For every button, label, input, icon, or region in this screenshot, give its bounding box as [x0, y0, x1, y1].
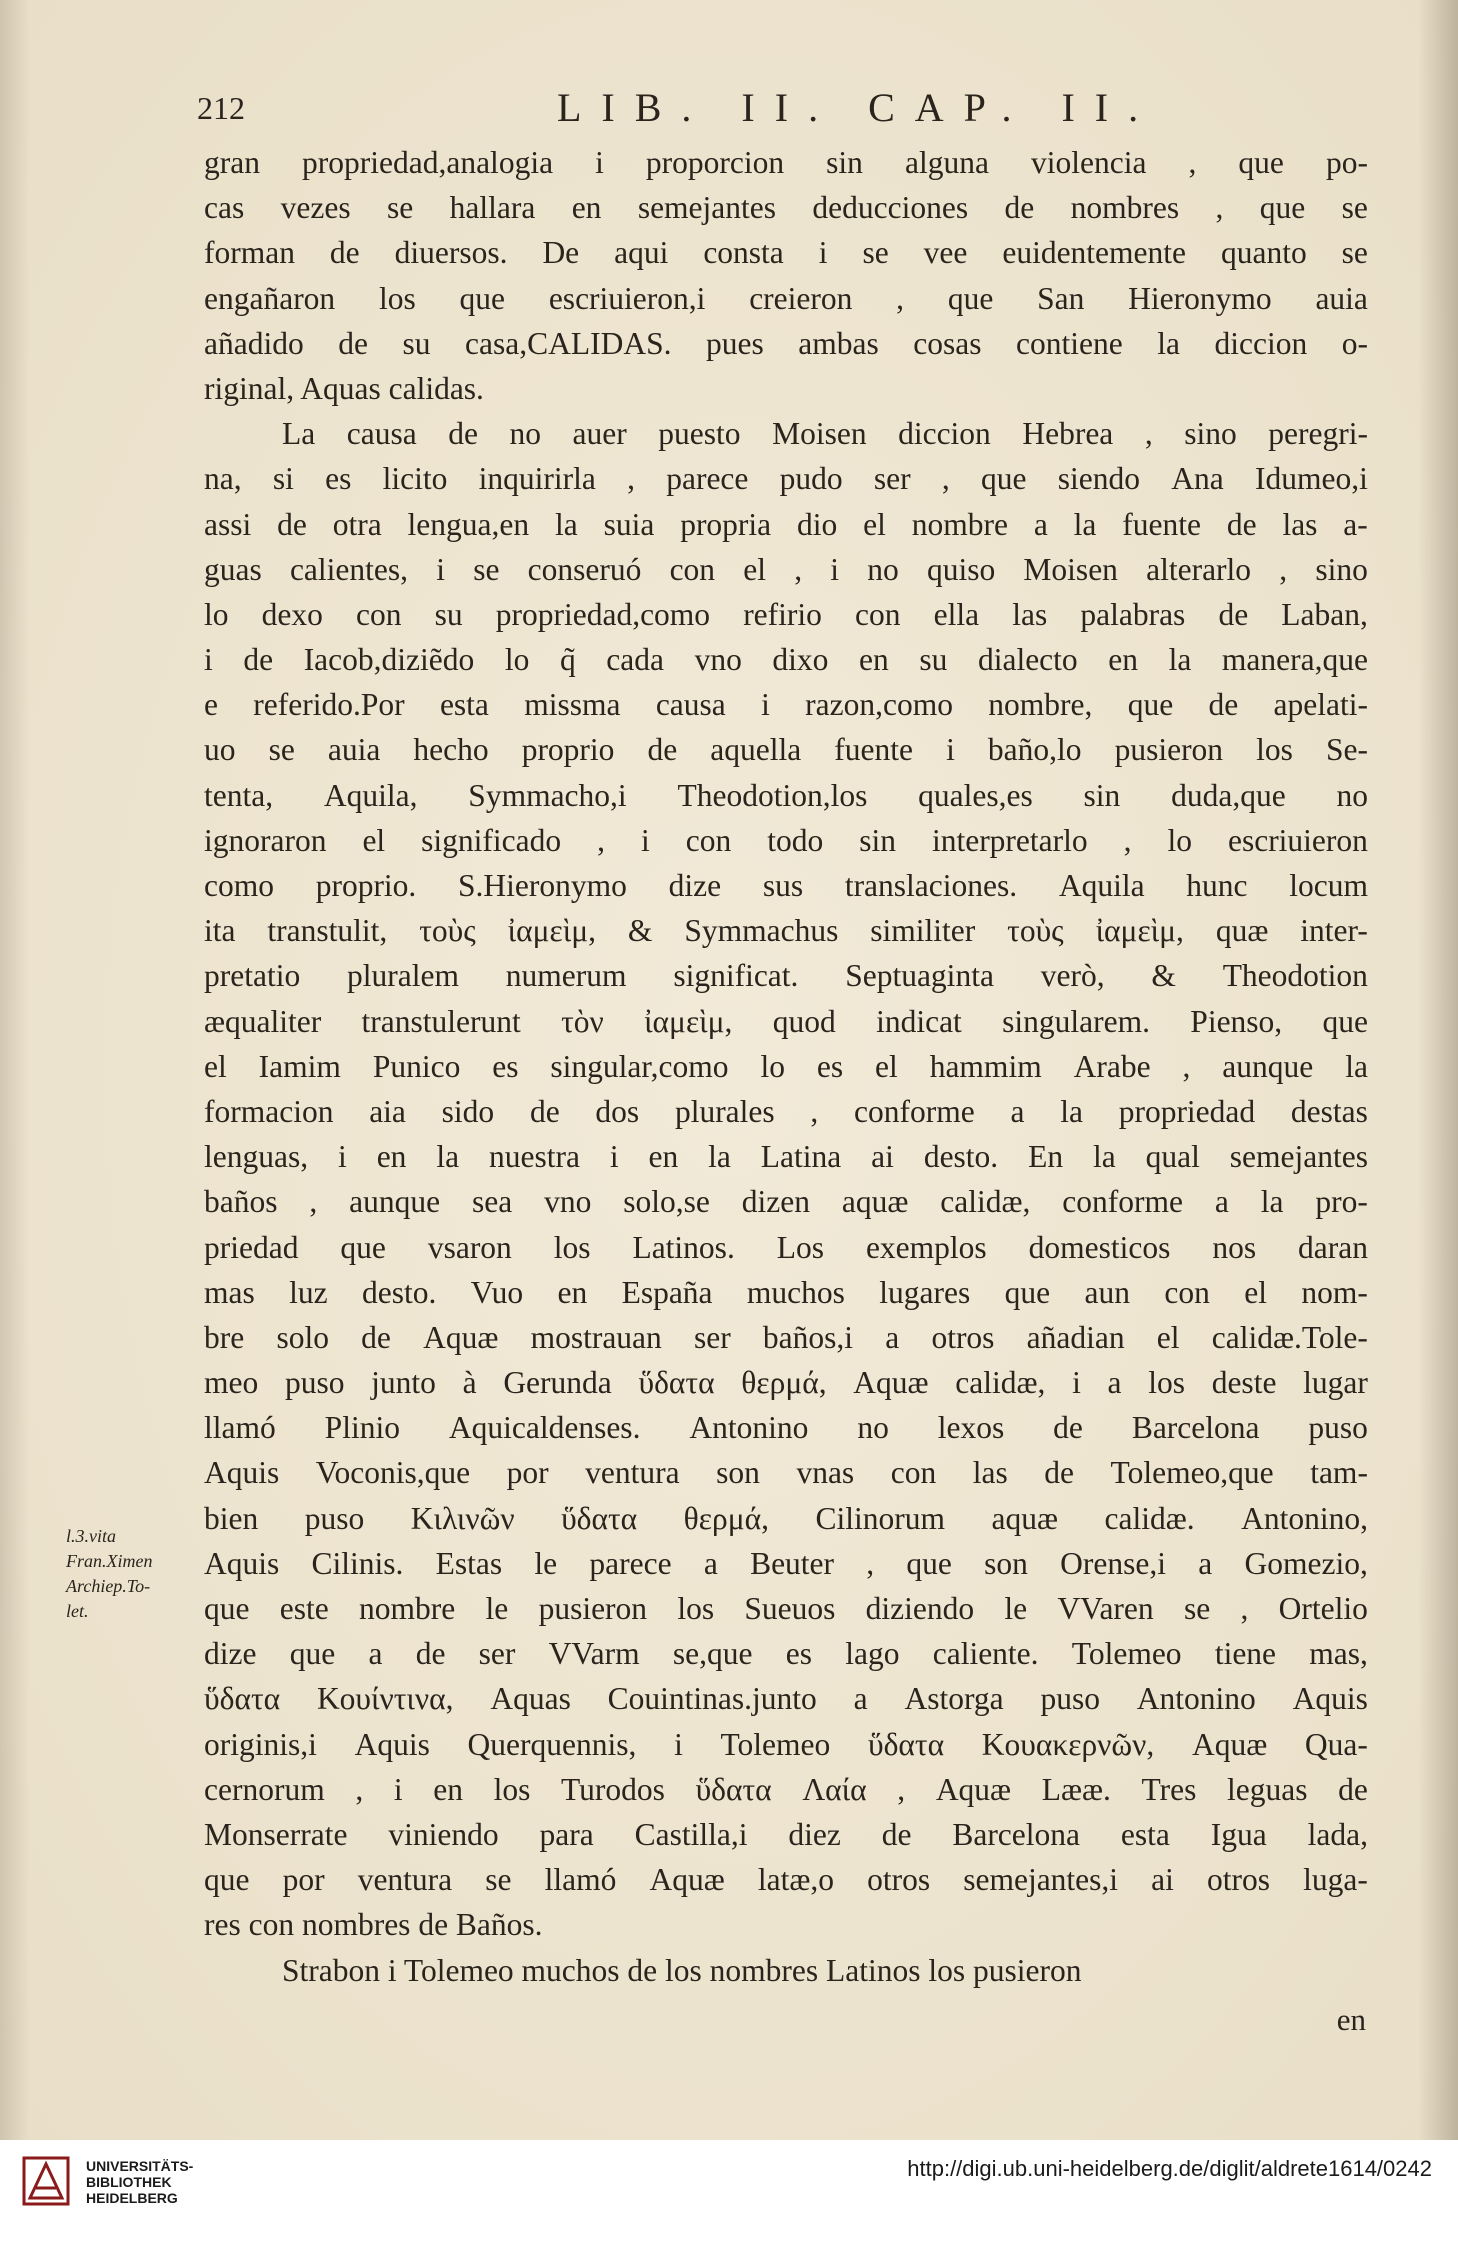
text-line: cernorum , i en los Turodos ὕδατα Λαία , Aquæ Lææ. Tres leguas de — [204, 1771, 1368, 1807]
text-line: gran propriedad,analogia i proporcion sin alguna violencia , que po- — [204, 145, 1368, 180]
text-line: pretatio pluralem numerum significat. Septuaginta verò, & Theodotion — [204, 958, 1368, 994]
text-line: Monserrate viniendo para Castilla,i diez de Barcelona esta Igua lada, — [204, 1816, 1368, 1852]
text-line: llamó Plinio Aquicaldenses. Antonino no lexos de Barcelona puso — [204, 1410, 1368, 1446]
text-line: Aquis Voconis,que por ventura son vnas con las de Tolemeo,que tam- — [204, 1455, 1368, 1491]
text-line: La causa de no auer puesto Moisen diccion Hebrea , sino peregri- — [282, 416, 1368, 452]
text-line: baños , aunque sea vno solo,se dizen aquæ calidæ, conforme a la pro- — [204, 1184, 1368, 1220]
text-line: priedad que vsaron los Latinos. Los exemplos domesticos nos daran — [204, 1229, 1368, 1265]
text-line: ignoraron el significado , i con todo sin interpretarlo , lo escriuieron — [204, 822, 1368, 858]
text-line: bien puso Κιλινῶν ὕδατα θερμά, Cilinorum aquæ calidæ. Antonino, — [204, 1500, 1368, 1536]
body-text — [204, 140, 1368, 1993]
text-line: mas luz desto. Vuo en España muchos lugares que aun con el nom- — [204, 1274, 1368, 1310]
text-line: lenguas, i en la nuestra i en la Latina ai desto. En la qual semejantes — [204, 1139, 1368, 1175]
text-line: assi de otra lengua,en la suia propria dio el nombre a la fuente de las a- — [204, 506, 1368, 542]
page-fold-shadow — [1418, 0, 1458, 2140]
catchword: en — [1336, 2002, 1366, 2037]
university-logo-icon — [20, 2152, 72, 2210]
text-line: Aquis Cilinis. Estas le parece a Beuter , que son Orense,i a Gomezio, — [204, 1545, 1368, 1581]
text-line: meo puso junto à Gerunda ὕδατα θερμά, Aquæ calidæ, i a los deste lugar — [204, 1365, 1368, 1401]
text-line: i de Iacob,diziẽdo lo q̃ cada vno dixo en su dialecto en la manera,que — [204, 642, 1368, 678]
institution-name: UNIVERSITÄTS- BIBLIOTHEK HEIDELBERG — [86, 2158, 194, 2206]
page-number: 212 — [197, 90, 245, 126]
running-head: LIB. II. CAP. II. — [557, 85, 1159, 130]
margin-note-line: l.3.vita — [66, 1526, 116, 1546]
text-line: dize que a de ser VVarm se,que es lago caliente. Tolemeo tiene mas, — [204, 1636, 1368, 1672]
text-line: guas calientes, i se conseruó con el , i no quiso Moisen alterarlo , sino — [204, 551, 1368, 587]
text-line: ὕδατα Κουίντινα, Aquas Couintinas.junto a Astorga puso Antonino Aquis — [204, 1681, 1368, 1717]
margin-note-line: Fran.Ximen — [66, 1551, 153, 1571]
text-line: æqualiter transtulerunt τὸν ἰαμεὶμ, quod indicat singularem. Pienso, que — [204, 1003, 1368, 1039]
text-line: Strabon i Tolemeo muchos de los nombres Latinos los pusieron — [282, 1952, 1082, 1988]
text-line: añadido de su casa,CALIDAS. pues ambas cosas contiene la diccion o- — [204, 325, 1368, 361]
page-header — [197, 85, 1347, 138]
margin-note-line: Archiep.To- — [66, 1576, 151, 1596]
text-line: que por ventura se llamó Aquæ latæ,o otros semejantes,i ai otros luga- — [204, 1862, 1368, 1898]
text-line: tenta, Aquila, Symmacho,i Theodotion,los quales,es sin duda,que no — [204, 777, 1368, 813]
text-line: forman de diuersos. De aqui consta i se vee euidentemente quanto se — [204, 235, 1368, 271]
text-line: na, si es licito inquirirla , parece pudo ser , que siendo Ana Idumeo,i — [204, 461, 1368, 497]
text-line: riginal, Aquas calidas. — [204, 370, 484, 406]
text-line: res con nombres de Baños. — [204, 1907, 543, 1943]
text-line: originis,i Aquis Querquennis, i Tolemeo ὕδατα Κουακερνῶν, Aquæ Qua- — [204, 1726, 1368, 1762]
text-line: ita transtulit, τοὺς ἰαμεὶμ, & Symmachus similiter τοὺς ἰαμεὶμ, quæ inter- — [204, 913, 1368, 949]
text-line: cas vezes se hallara en semejantes deducciones de nombres , que se — [204, 190, 1368, 226]
text-line: que este nombre le pusieron los Sueuos diziendo le VVaren se , Ortelio — [204, 1591, 1368, 1626]
text-line: engañaron los que escriuieron,i creieron , que San Hieronymo auia — [204, 280, 1368, 316]
text-line: lo dexo con su propriedad,como refirio con ella las palabras de Laban, — [204, 596, 1368, 632]
text-line: bre solo de Aquæ mostrauan ser baños,i a otros añadian el calidæ.Tole- — [204, 1319, 1368, 1355]
source-url-link[interactable]: http://digi.ub.uni-heidelberg.de/diglit/aldrete1614/0242 — [907, 2156, 1432, 2181]
page-edge-shadow — [0, 0, 30, 2140]
margin-note — [66, 1524, 206, 1624]
text-line: el Iamim Punico es singular,como lo es el hammim Arabe , aunque la — [204, 1048, 1368, 1084]
text-line: como proprio. S.Hieronymo dize sus translaciones. Aquila hunc locum — [204, 868, 1368, 903]
text-line: formacion aia sido de dos plurales , conforme a la propriedad destas — [204, 1093, 1368, 1129]
margin-note-line: let. — [66, 1601, 89, 1621]
text-line: uo se auia hecho proprio de aquella fuente i baño,lo pusieron los Se- — [204, 732, 1368, 768]
text-line: e referido.Por esta missma causa i razon,como nombre, que de apelati- — [204, 687, 1368, 723]
